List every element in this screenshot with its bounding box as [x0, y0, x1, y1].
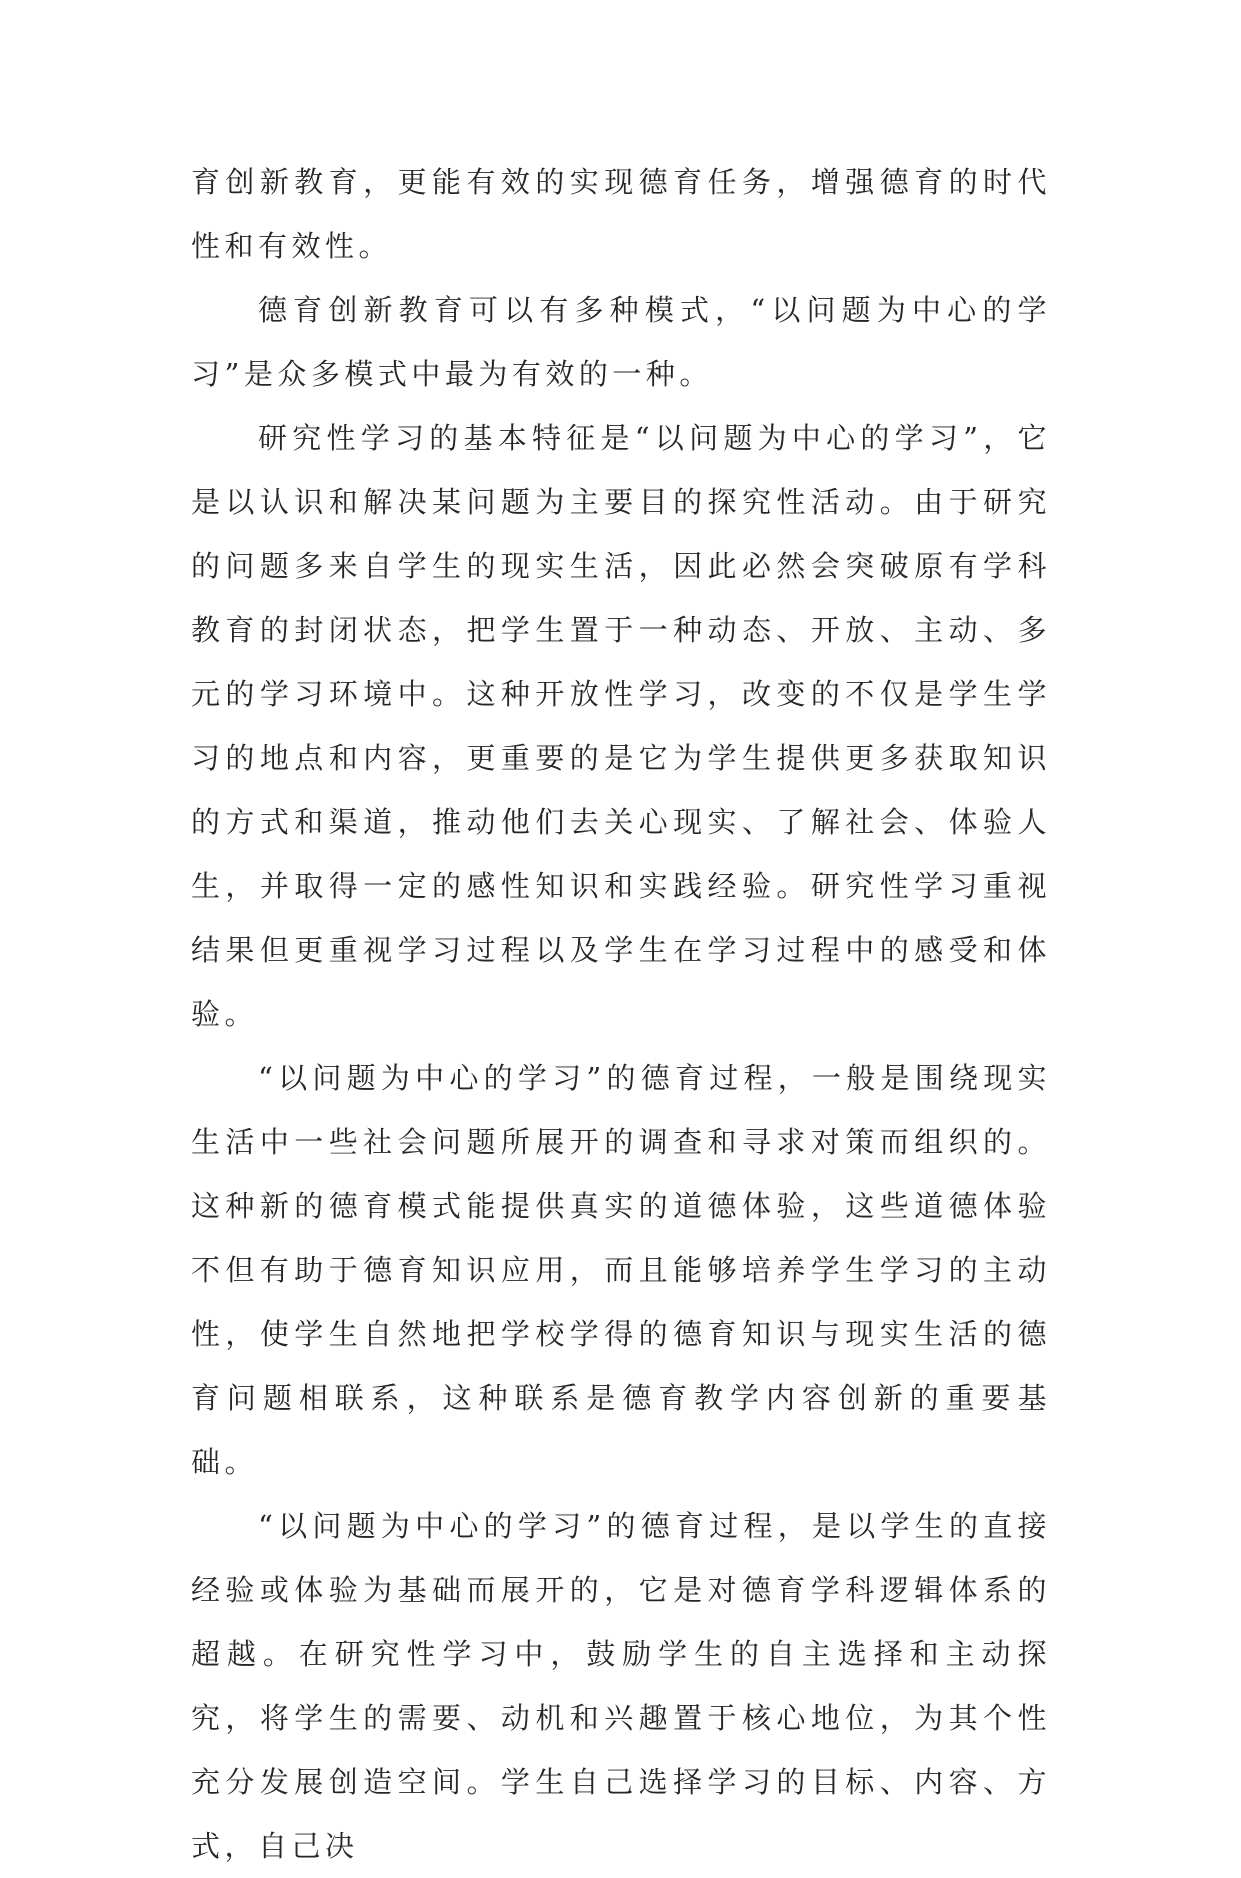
document-page: [191, 150, 1051, 1878]
paragraph-1: 育创新教育，更能有效的实现德育任务，增强德育的时代性和有效性。: [191, 165, 1051, 263]
paragraph-5: “以问题为中心的学习”的德育过程，是以学生的直接经验或体验为基础而展开的，它是对德育学科逻辑体系的超越。在研究性学习中，鼓励学生的自主选择和主动探究，将学生的需要、动机和兴趣置于核心地位，为其个性充分发展创造空间。学生自己选择学习的目标、内容、方式，自己决: [191, 1509, 1051, 1863]
paragraph-4: “以问题为中心的学习”的德育过程，一般是围绕现实生活中一些社会问题所展开的调查和寻求对策而组织的。这种新的德育模式能提供真实的道德体验，这些道德体验不但有助于德育知识应用，而且能够培养学生学习的主动性，使学生自然地把学校学得的德育知识与现实生活的德育问题相联系，这种联系是德育教学内容创新的重要基础。: [191, 1061, 1051, 1479]
paragraph-2: 德育创新教育可以有多种模式，“以问题为中心的学习”是众多模式中最为有效的一种。: [191, 293, 1051, 391]
paragraph-3: 研究性学习的基本特征是“以问题为中心的学习”，它是以认识和解决某问题为主要目的探究性活动。由于研究的问题多来自学生的现实生活，因此必然会突破原有学科教育的封闭状态，把学生置于一种动态、开放、主动、多元的学习环境中。这种开放性学习，改变的不仅是学生学习的地点和内容，更重要的是它为学生提供更多获取知识的方式和渠道，推动他们去关心现实、了解社会、体验人生，并取得一定的感性知识和实践经验。研究性学习重视结果但更重视学习过程以及学生在学习过程中的感受和体验。: [191, 421, 1051, 1031]
